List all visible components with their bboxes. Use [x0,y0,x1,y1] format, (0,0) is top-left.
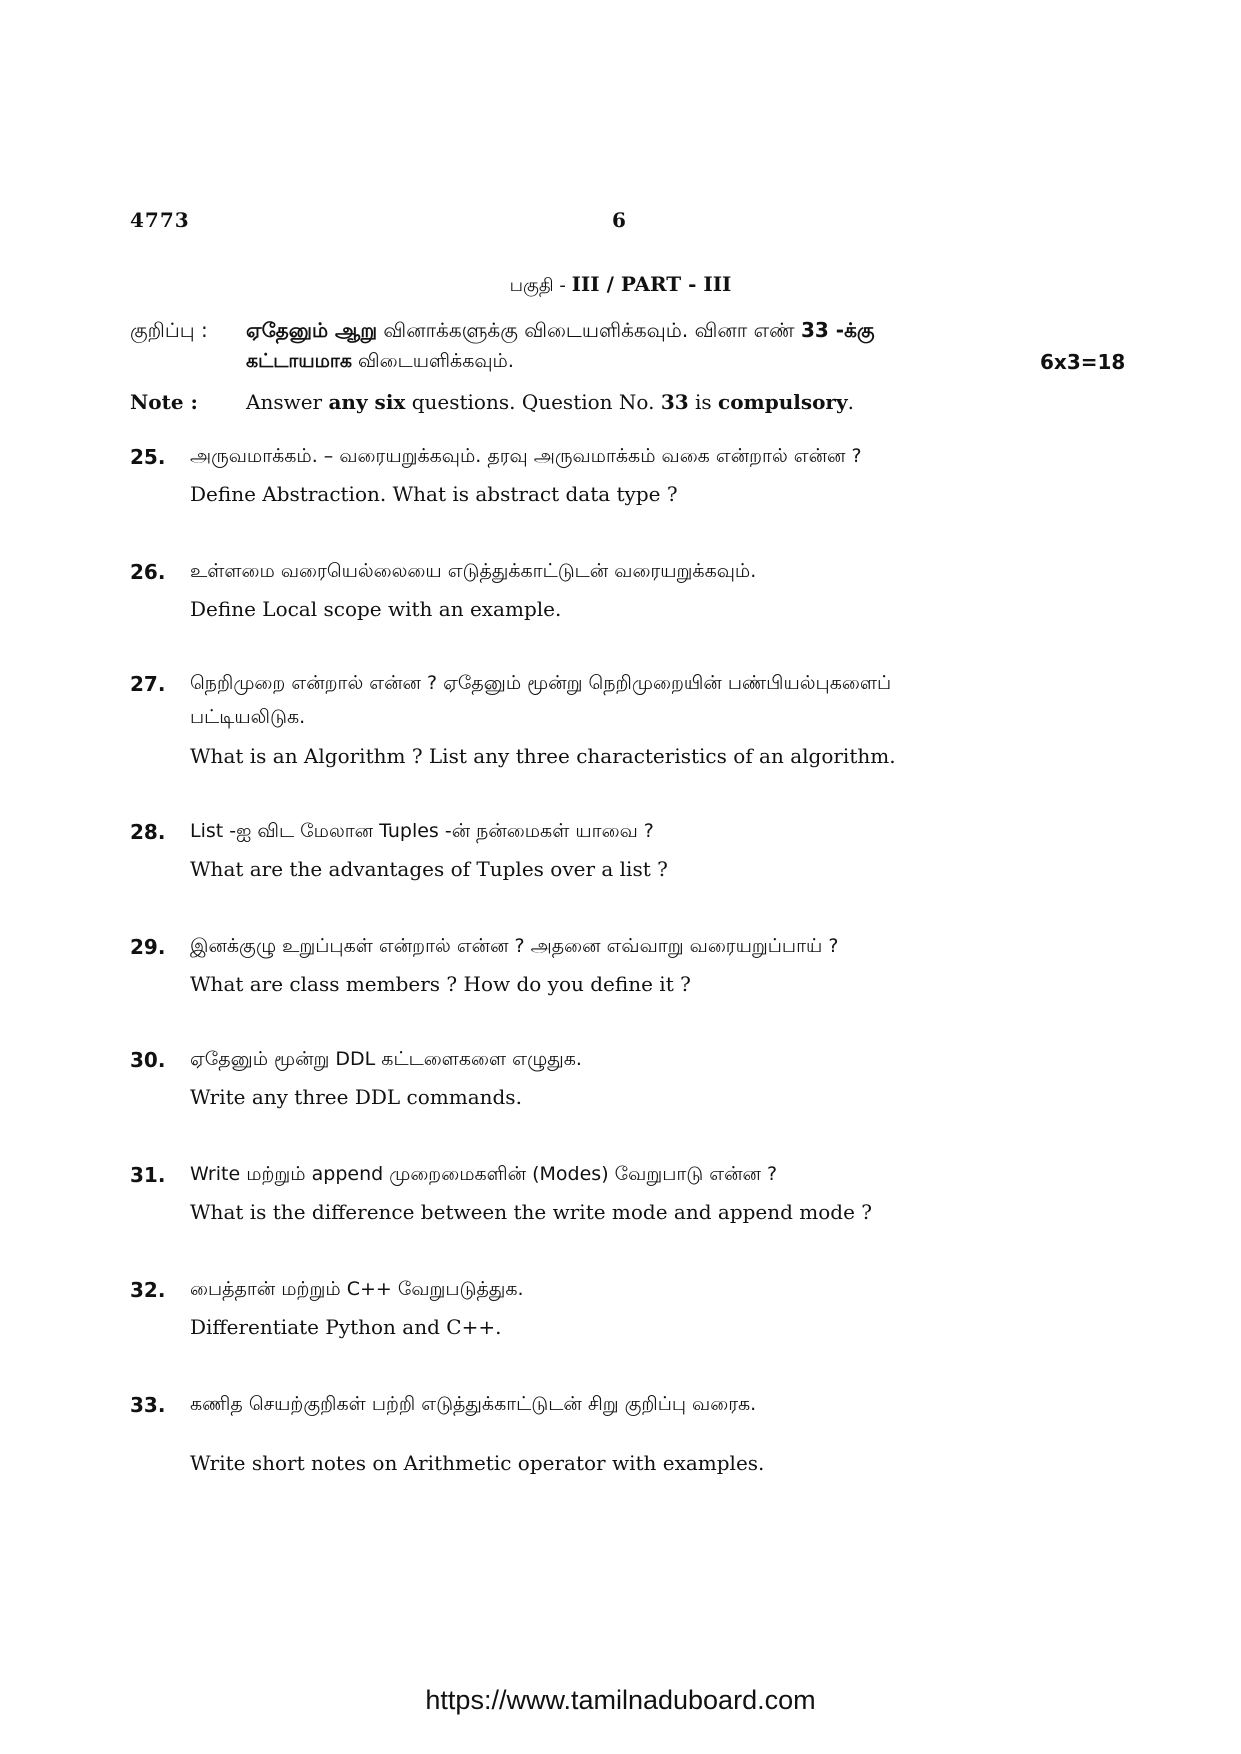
note-tamil-text2: விடையளிக்கவும். [351,350,514,372]
question-number: 33. [130,1393,166,1417]
note-tamil-suffix: -க்கு [828,318,875,342]
note-tamil-line1 [246,318,875,345]
note-english-label: Note : [130,390,198,414]
question-english: What are class members ? How do you define it ? [190,972,691,996]
question-tamil-cont: பட்டியலிடுக. [190,706,306,728]
question-tamil: கணித செயற்குறிகள் பற்றி எடுத்துக்காட்டுடன் சிறு குறிப்பு வரைக. [190,1393,757,1415]
note-en-any-six: any six [328,390,406,414]
note-tamil-emph1: ஏதேனும் ஆறு [246,318,378,342]
question-number: 26. [130,560,166,584]
paper-code: 4773 [130,208,190,232]
question-tamil: அருவமாக்கம். – வரையறுக்கவும். தரவு அருவமாக்கம் வகை என்றால் என்ன ? [190,445,862,467]
note-en-qnum: 33 [660,390,689,414]
question-number: 27. [130,672,166,696]
question-tamil: பைத்தான் மற்றும் C++ வேறுபடுத்துக. [190,1278,524,1300]
question-english: What are the advantages of Tuples over a list ? [190,857,668,881]
question-tamil: ஏதேனும் மூன்று DDL கட்டளைகளை எழுதுக. [190,1048,582,1070]
part-title-tamil: பகுதி - [509,275,572,296]
part-title [0,272,1241,298]
note-english-text [246,390,854,414]
question-english: Write any three DDL commands. [190,1085,522,1109]
question-english: Differentiate Python and C++. [190,1315,502,1339]
note-en-period: . [847,390,854,414]
question-tamil: Write மற்றும் append முறைமைகளின் (Modes) வேறுபாடு என்ன ? [190,1163,778,1185]
question-english: Define Local scope with an example. [190,597,562,621]
note-tamil-label: குறிப்பு : [130,318,208,342]
part-title-roman: III / PART - III [571,272,732,296]
question-number: 29. [130,935,166,959]
question-number: 31. [130,1163,166,1187]
question-number: 28. [130,820,166,844]
note-tamil-emph2: கட்டாயமாக [246,350,352,372]
note-en-part-e: is [688,390,719,414]
note-en-part-c: questions. Question No. [405,390,661,414]
footer-url[interactable]: https://www.tamilnaduboard.com [425,1685,816,1715]
question-english: Define Abstraction. What is abstract data type ? [190,482,678,506]
note-en-part-a: Answer [246,390,329,414]
note-tamil-text1: வினாக்களுக்கு விடையளிக்கவும். வினா எண் [377,318,801,342]
note-tamil-line2 [246,350,514,375]
question-english: What is an Algorithm ? List any three characteristics of an algorithm. [190,744,896,768]
note-tamil-qnum: 33 [800,318,829,342]
question-tamil: நெறிமுறை என்றால் என்ன ? ஏதேனும் மூன்று நெறிமுறையின் பண்பியல்புகளைப் [190,672,892,694]
question-tamil: உள்ளமை வரையெல்லையை எடுத்துக்காட்டுடன் வரையறுக்கவும். [190,560,757,582]
question-english: What is the difference between the write mode and append mode ? [190,1200,873,1224]
question-english: Write short notes on Arithmetic operator with examples. [190,1451,765,1475]
page-number: 6 [612,208,626,232]
note-en-compulsory: compulsory [718,390,848,414]
question-number: 30. [130,1048,166,1072]
question-number: 25. [130,445,166,469]
question-number: 32. [130,1278,166,1302]
marks-allocation: 6x3=18 [1040,350,1126,374]
question-tamil: இனக்குழு உறுப்புகள் என்றால் என்ன ? அதனை எவ்வாறு வரையறுப்பாய் ? [190,935,839,957]
question-tamil: List -ஐ விட மேலான Tuples -ன் நன்மைகள் யாவை ? [190,820,654,842]
